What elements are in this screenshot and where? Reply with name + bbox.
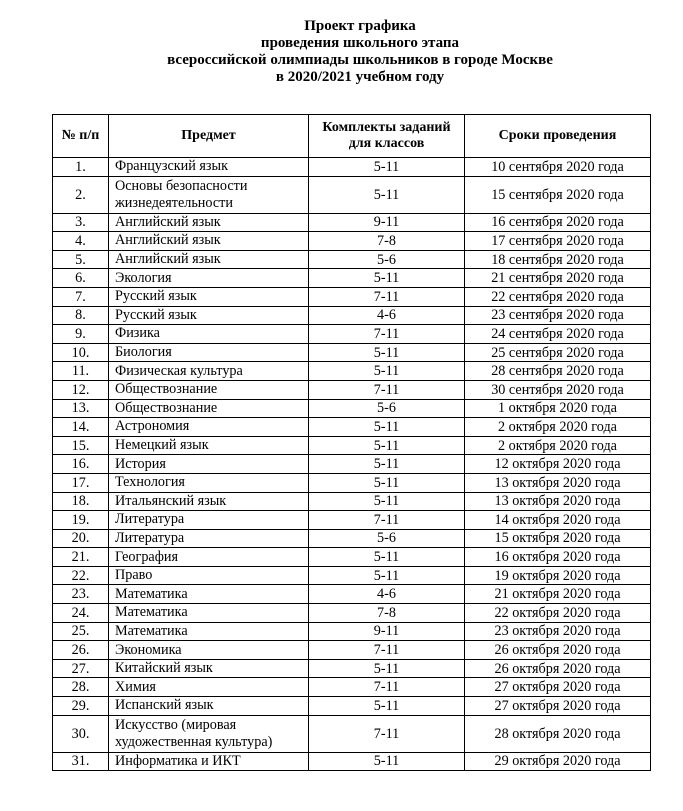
cell-subject: Математика [109, 585, 309, 604]
cell-date: 13 октября 2020 года [465, 473, 651, 492]
cell-num: 18. [53, 492, 109, 511]
table-row [53, 362, 651, 381]
cell-grades: 5-11 [309, 548, 465, 567]
cell-grades: 5-11 [309, 659, 465, 678]
cell-grades: 7-11 [309, 325, 465, 344]
cell-subject: Право [109, 566, 309, 585]
cell-grades: 5-11 [309, 176, 465, 213]
cell-num: 29. [53, 697, 109, 716]
cell-num: 5. [53, 250, 109, 269]
table-row [53, 325, 651, 344]
table-row [53, 678, 651, 697]
cell-grades: 5-11 [309, 566, 465, 585]
cell-grades: 4-6 [309, 306, 465, 325]
header-num: № п/п [53, 115, 109, 158]
cell-subject: Физика [109, 325, 309, 344]
cell-subject: Искусство (мировая художественная культура) [109, 715, 309, 752]
cell-num: 10. [53, 343, 109, 362]
cell-num: 24. [53, 604, 109, 623]
cell-grades: 5-11 [309, 418, 465, 437]
table-header-row [53, 115, 651, 158]
table-row [53, 659, 651, 678]
cell-grades: 7-11 [309, 715, 465, 752]
cell-subject: Английский язык [109, 232, 309, 251]
table-row [53, 641, 651, 660]
header-subject: Предмет [109, 115, 309, 158]
table-row [53, 622, 651, 641]
table-row [53, 511, 651, 530]
cell-date: 23 сентября 2020 года [465, 306, 651, 325]
cell-subject: Русский язык [109, 306, 309, 325]
cell-subject: История [109, 455, 309, 474]
cell-num: 30. [53, 715, 109, 752]
cell-grades: 5-11 [309, 158, 465, 177]
header-grades-line2: для классов [348, 136, 425, 151]
cell-grades: 7-11 [309, 511, 465, 530]
cell-date: 16 сентября 2020 года [465, 213, 651, 232]
cell-date: 23 октября 2020 года [465, 622, 651, 641]
cell-subject: Основы безопасности жизнедеятельности [109, 176, 309, 213]
table-row [53, 399, 651, 418]
cell-grades: 4-6 [309, 585, 465, 604]
cell-date: 16 октября 2020 года [465, 548, 651, 567]
cell-date: 28 сентября 2020 года [465, 362, 651, 381]
cell-subject: Математика [109, 622, 309, 641]
cell-subject: Литература [109, 511, 309, 530]
cell-date: 28 октября 2020 года [465, 715, 651, 752]
table-row [53, 232, 651, 251]
table-row [53, 455, 651, 474]
header-dates: Сроки проведения [465, 115, 651, 158]
cell-num: 7. [53, 287, 109, 306]
document-title [0, 18, 683, 86]
cell-num: 25. [53, 622, 109, 641]
cell-subject: Английский язык [109, 250, 309, 269]
cell-grades: 5-11 [309, 697, 465, 716]
cell-date: 15 сентября 2020 года [465, 176, 651, 213]
cell-subject: Биология [109, 343, 309, 362]
table-row [53, 752, 651, 771]
cell-date: 13 октября 2020 года [465, 492, 651, 511]
cell-date: 26 октября 2020 года [465, 659, 651, 678]
table-row [53, 176, 651, 213]
cell-num: 8. [53, 306, 109, 325]
cell-num: 28. [53, 678, 109, 697]
cell-grades: 5-11 [309, 343, 465, 362]
cell-subject: Обществознание [109, 399, 309, 418]
cell-subject: Технология [109, 473, 309, 492]
table-row [53, 306, 651, 325]
cell-date: 12 октября 2020 года [465, 455, 651, 474]
cell-subject: Химия [109, 678, 309, 697]
table-row [53, 250, 651, 269]
cell-grades: 5-11 [309, 473, 465, 492]
cell-date: 27 октября 2020 года [465, 678, 651, 697]
cell-num: 9. [53, 325, 109, 344]
cell-subject: География [109, 548, 309, 567]
title-line: Проект графика [304, 18, 416, 34]
cell-num: 22. [53, 566, 109, 585]
cell-num: 12. [53, 380, 109, 399]
table-row [53, 213, 651, 232]
cell-date: 14 октября 2020 года [465, 511, 651, 530]
cell-date: 29 октября 2020 года [465, 752, 651, 771]
cell-num: 27. [53, 659, 109, 678]
table-row [53, 269, 651, 288]
cell-date: 21 октября 2020 года [465, 585, 651, 604]
cell-num: 23. [53, 585, 109, 604]
cell-subject: Французский язык [109, 158, 309, 177]
cell-num: 21. [53, 548, 109, 567]
cell-grades: 5-11 [309, 436, 465, 455]
table-row [53, 715, 651, 752]
cell-date: 18 сентября 2020 года [465, 250, 651, 269]
table-row [53, 343, 651, 362]
cell-subject: Экология [109, 269, 309, 288]
cell-date: 2 октября 2020 года [465, 418, 651, 437]
cell-num: 6. [53, 269, 109, 288]
cell-date: 15 октября 2020 года [465, 529, 651, 548]
cell-num: 13. [53, 399, 109, 418]
table-row [53, 697, 651, 716]
cell-subject: Английский язык [109, 213, 309, 232]
cell-num: 4. [53, 232, 109, 251]
title-line: всероссийской олимпиады школьников в городе Москве [167, 52, 553, 68]
table-row [53, 436, 651, 455]
cell-subject: Физическая культура [109, 362, 309, 381]
cell-grades: 7-11 [309, 678, 465, 697]
cell-grades: 5-11 [309, 362, 465, 381]
cell-grades: 7-11 [309, 380, 465, 399]
cell-date: 22 октября 2020 года [465, 604, 651, 623]
cell-subject: Испанский язык [109, 697, 309, 716]
cell-date: 22 сентября 2020 года [465, 287, 651, 306]
cell-subject: Математика [109, 604, 309, 623]
cell-date: 17 сентября 2020 года [465, 232, 651, 251]
cell-num: 14. [53, 418, 109, 437]
cell-num: 19. [53, 511, 109, 530]
cell-grades: 5-11 [309, 269, 465, 288]
cell-date: 26 октября 2020 года [465, 641, 651, 660]
table-row [53, 158, 651, 177]
cell-subject: Информатика и ИКТ [109, 752, 309, 771]
cell-date: 1 октября 2020 года [465, 399, 651, 418]
table-row [53, 418, 651, 437]
cell-date: 30 сентября 2020 года [465, 380, 651, 399]
cell-num: 16. [53, 455, 109, 474]
cell-date: 10 сентября 2020 года [465, 158, 651, 177]
table-row [53, 566, 651, 585]
cell-grades: 5-11 [309, 752, 465, 771]
schedule-table [52, 114, 651, 771]
table-row [53, 585, 651, 604]
cell-grades: 7-8 [309, 604, 465, 623]
cell-num: 17. [53, 473, 109, 492]
cell-grades: 9-11 [309, 622, 465, 641]
cell-grades: 7-11 [309, 641, 465, 660]
cell-num: 15. [53, 436, 109, 455]
cell-subject: Немецкий язык [109, 436, 309, 455]
table-row [53, 380, 651, 399]
cell-num: 31. [53, 752, 109, 771]
cell-grades: 5-6 [309, 250, 465, 269]
cell-grades: 7-8 [309, 232, 465, 251]
header-grades-line1: Комплекты заданий [322, 120, 451, 135]
table-row [53, 492, 651, 511]
cell-num: 3. [53, 213, 109, 232]
table-row [53, 287, 651, 306]
table-row [53, 604, 651, 623]
cell-num: 2. [53, 176, 109, 213]
table-row [53, 473, 651, 492]
cell-grades: 9-11 [309, 213, 465, 232]
title-line: проведения школьного этапа [260, 35, 460, 51]
table-row [53, 529, 651, 548]
cell-subject: Литература [109, 529, 309, 548]
cell-date: 25 сентября 2020 года [465, 343, 651, 362]
cell-subject: Обществознание [109, 380, 309, 399]
cell-grades: 5-6 [309, 399, 465, 418]
cell-num: 11. [53, 362, 109, 381]
cell-grades: 5-6 [309, 529, 465, 548]
table-row [53, 548, 651, 567]
header-grades [309, 115, 465, 158]
cell-date: 2 октября 2020 года [465, 436, 651, 455]
cell-date: 24 сентября 2020 года [465, 325, 651, 344]
cell-subject: Астрономия [109, 418, 309, 437]
cell-grades: 5-11 [309, 455, 465, 474]
cell-date: 21 сентября 2020 года [465, 269, 651, 288]
cell-grades: 7-11 [309, 287, 465, 306]
cell-num: 26. [53, 641, 109, 660]
cell-grades: 5-11 [309, 492, 465, 511]
cell-subject: Русский язык [109, 287, 309, 306]
cell-subject: Экономика [109, 641, 309, 660]
cell-date: 19 октября 2020 года [465, 566, 651, 585]
cell-subject: Итальянский язык [109, 492, 309, 511]
cell-subject: Китайский язык [109, 659, 309, 678]
cell-num: 20. [53, 529, 109, 548]
cell-num: 1. [53, 158, 109, 177]
cell-date: 27 октября 2020 года [465, 697, 651, 716]
title-line: в 2020/2021 учебном году [275, 69, 445, 85]
